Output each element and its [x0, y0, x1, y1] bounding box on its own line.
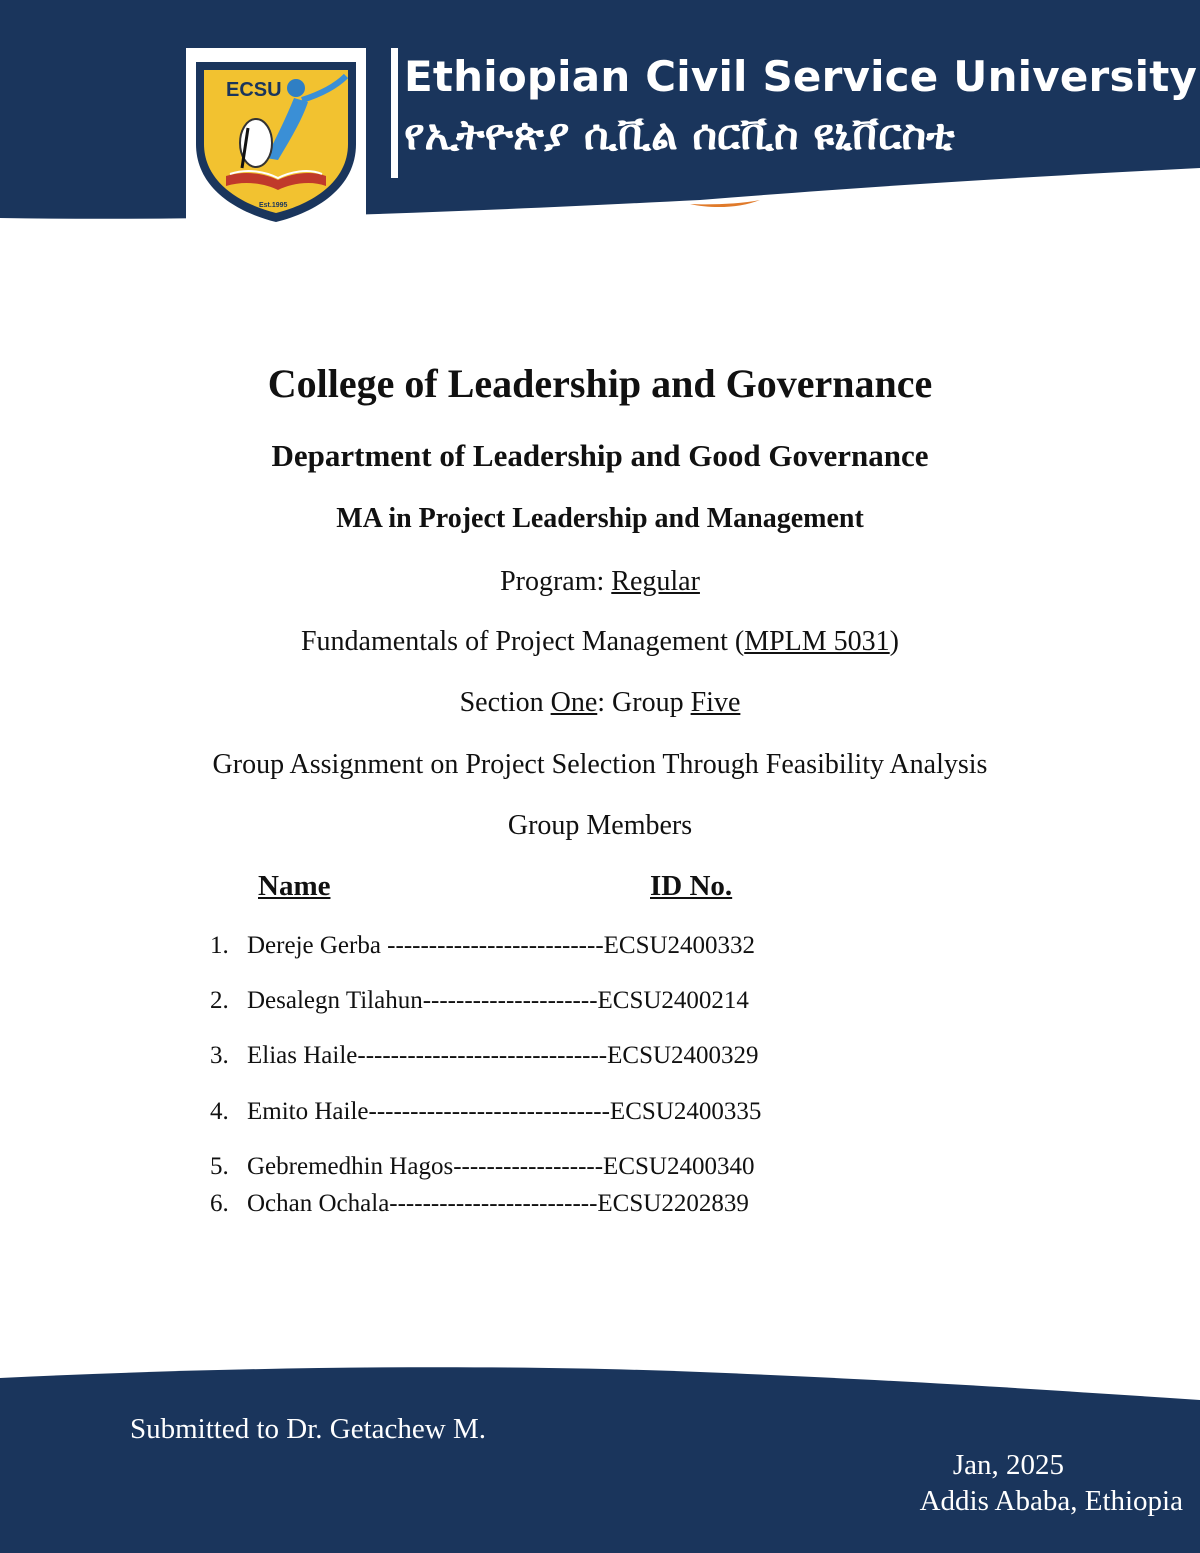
college-title: College of Leadership and Governance: [267, 361, 933, 406]
university-name-amharic: የኢትዮጵያ ሲቪል ሰርቪስ ዩኒቨርስቲ: [404, 110, 955, 159]
group-number: Five: [690, 687, 741, 718]
group-label: : Group: [597, 687, 691, 718]
list-item-text: Gebremedhin Hagos------------------ECSU2400340: [247, 1153, 755, 1180]
submission-place: Addis Ababa, Ethiopia: [919, 1485, 1183, 1517]
course-prefix: Fundamentals of Project Management (: [300, 626, 745, 657]
ecsu-logo: [186, 48, 366, 226]
list-item-number: 6.: [210, 1190, 229, 1217]
list-item-text: Desalegn Tilahun---------------------ECSU2400214: [247, 987, 749, 1014]
list-item: [210, 1042, 759, 1070]
university-name-english: Ethiopian Civil Service University: [404, 52, 1198, 101]
logo-est-text: Est.1995: [259, 202, 288, 209]
department-title: Department of Leadership and Good Governance: [271, 438, 929, 473]
list-item: [210, 987, 749, 1015]
section-label: Section: [459, 687, 551, 718]
list-item-number: 3.: [210, 1042, 229, 1069]
list-item: [210, 1190, 749, 1218]
list-item-number: 2.: [210, 987, 229, 1014]
course-suffix: ): [889, 626, 899, 657]
header-divider: [391, 48, 398, 178]
list-item-text: Dereje Gerba --------------------------ECSU2400332: [247, 932, 756, 959]
list-item-number: 1.: [210, 932, 229, 959]
program-label: Program:: [500, 566, 612, 597]
list-item-text: Ochan Ochala-------------------------ECSU2202839: [247, 1190, 749, 1217]
list-item-text: Elias Haile------------------------------ECSU2400329: [247, 1042, 759, 1069]
name-column-heading: Name: [258, 870, 331, 902]
course-code: MPLM 5031: [744, 626, 890, 657]
program-value: Regular: [611, 566, 700, 597]
list-item-number: 5.: [210, 1153, 229, 1180]
degree-title: MA in Project Leadership and Management: [336, 503, 864, 534]
program-line: [0, 566, 1200, 598]
assignment-title: Group Assignment on Project Selection Through Feasibility Analysis: [212, 749, 988, 780]
group-members-heading: Group Members: [507, 810, 693, 841]
course-line: [0, 626, 1200, 658]
list-item: [210, 1098, 761, 1126]
list-item-text: Emito Haile-----------------------------ECSU2400335: [247, 1098, 762, 1125]
list-item: [210, 1153, 754, 1181]
section-number: One: [550, 687, 598, 718]
submission-date: Jan, 2025: [952, 1449, 1064, 1481]
section-line: [0, 687, 1200, 719]
list-item: [210, 932, 755, 960]
list-item-number: 4.: [210, 1098, 229, 1125]
submitted-to: Submitted to Dr. Getachew M.: [130, 1413, 487, 1445]
svg-text:ECSU: ECSU: [226, 79, 282, 101]
id-column-heading: ID No.: [650, 870, 733, 902]
